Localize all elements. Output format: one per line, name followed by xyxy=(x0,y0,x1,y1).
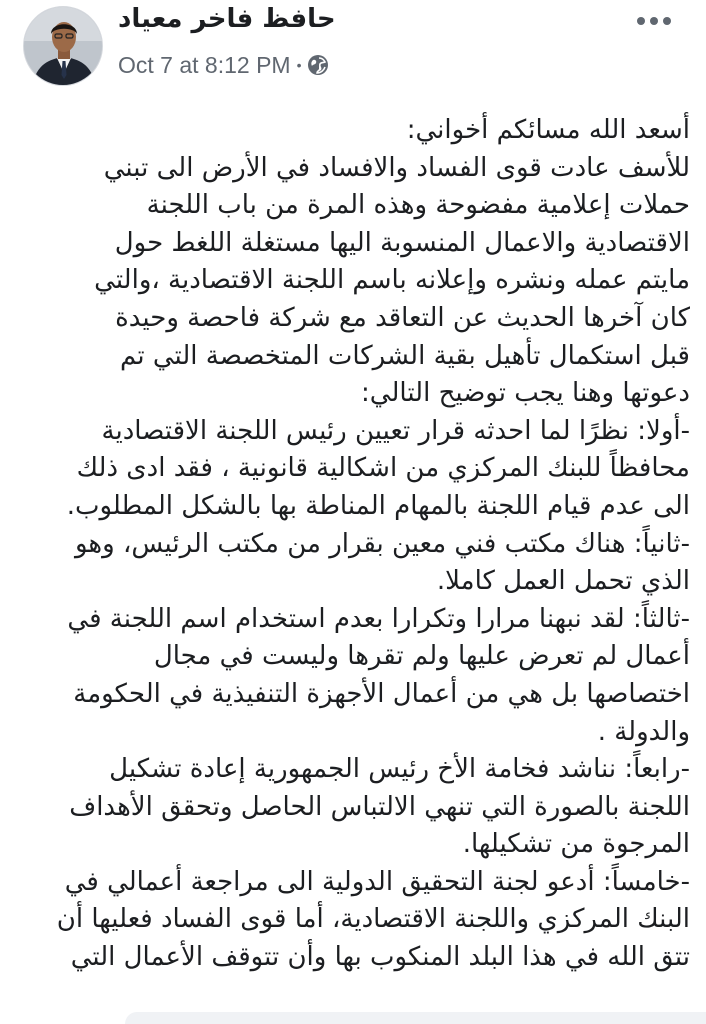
post-text-line: -رابعاً: نناشد فخامة الأخ رئيس الجمهورية إعادة تشكيل xyxy=(109,754,690,785)
more-options-button[interactable] xyxy=(626,6,682,36)
globe-icon[interactable] xyxy=(307,54,329,76)
post-text-line: دعوتها وهنا يجب توضيح التالي: xyxy=(361,378,690,409)
post-text-line: قبل استكمال تأهيل بقية الشركات المتخصصة التي تم xyxy=(120,340,690,371)
post-meta xyxy=(118,50,329,80)
more-options-icon xyxy=(637,17,645,25)
more-options-icon-dot xyxy=(650,17,658,25)
post-text-line: والدولة . xyxy=(597,716,690,747)
post-text-line: -خامساً: أدعو لجنة التحقيق الدولية الى مراجعة أعمالي في xyxy=(64,866,690,897)
post-text-line: محافظاً للبنك المركزي من اشكالية قانونية ، فقد ادى ذلك xyxy=(76,453,690,484)
avatar[interactable] xyxy=(23,6,103,86)
post-text-line: اللجنة بالصورة التي تنهي الالتباس الحاصل وتحقق الأهداف xyxy=(69,791,690,822)
profile-photo xyxy=(24,7,103,86)
post-text-line: الاقتصادية والاعمال المنسوبة اليها مستغلة اللغط حول xyxy=(114,227,690,258)
post-text-line: الذي تحمل العمل كاملا. xyxy=(436,566,690,597)
post-text-line: مايتم عمله ونشره وإعلانه باسم اللجنة الاقتصادية ،والتي xyxy=(94,265,690,296)
post-text-line: -ثانياً: هناك مكتب فني معين بقرار من مكتب الرئيس، وهو xyxy=(74,528,690,559)
post-text-line: تتق الله في هذا البلد المنكوب بها وأن تتوقف الأعمال التي xyxy=(70,942,690,973)
post-text-line: كان آخرها الحديث عن التعاقد مع شركة فاحصة وحيدة xyxy=(115,302,690,333)
comment-bar-edge xyxy=(125,1012,706,1024)
post-text-line: الى عدم قيام اللجنة بالمهام المناطة بها بالشكل المطلوب. xyxy=(66,490,690,521)
post-text-line: البنك المركزي واللجنة الاقتصادية، أما قوى الفساد فعليها أن xyxy=(56,904,690,935)
post-timestamp[interactable]: Oct 7 at 8:12 PM xyxy=(118,51,291,78)
post-text-line: -أولا: نظرًا لما احدثه قرار تعيين رئيس اللجنة الاقتصادية xyxy=(101,415,690,446)
more-options-icon-dot xyxy=(663,17,671,25)
post-text-line: أعمال لم تعرض عليها ولم تقرها وليست في مجال xyxy=(153,641,690,672)
meta-separator: • xyxy=(296,57,302,73)
post-text-line: حملات إعلامية مفضوحة وهذه المرة من باب اللجنة xyxy=(146,190,690,221)
post-header xyxy=(0,0,706,100)
post-text-line: للأسف عادت قوى الفساد والافساد في الأرض الى تبني xyxy=(103,152,690,183)
post-text-line: -ثالثاً: لقد نبهنا مرارا وتكرارا بعدم استخدام اسم اللجنة في xyxy=(67,603,690,634)
post-body xyxy=(50,112,690,977)
post-text-line: أسعد الله مسائكم أخواني: xyxy=(406,115,690,145)
post-text-line: اختصاصها بل هي من أعمال الأجهزة التنفيذية في الحكومة xyxy=(73,678,690,709)
author-name[interactable]: حافظ فاخر معياد xyxy=(118,4,336,34)
post-text-line: المرجوة من تشكيلها. xyxy=(462,829,690,860)
